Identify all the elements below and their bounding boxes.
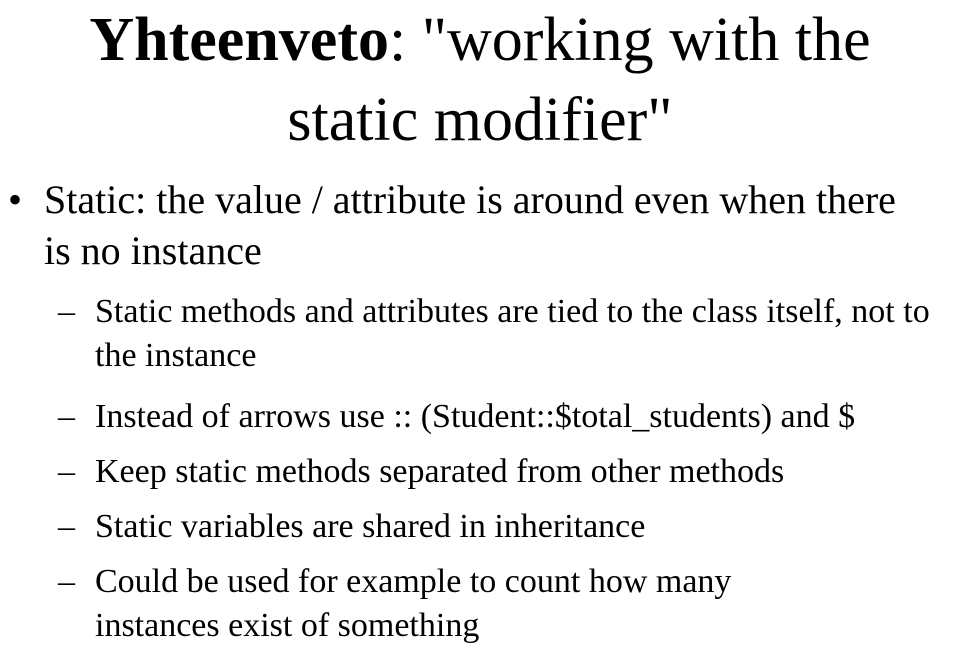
slide-title-strong: Yhteenveto: [89, 6, 389, 74]
dash-icon: –: [58, 453, 75, 490]
bullet-text: Static: the value / attribute is around even when there is no instance: [44, 177, 896, 273]
sub-bullet-text: Instead of arrows use :: (Student::$total_students) and $: [95, 398, 856, 435]
dash-icon: –: [58, 508, 75, 545]
slide-title-rest: : "working with the static modifier": [287, 6, 871, 154]
dash-icon: –: [58, 563, 75, 600]
sub-bullet-text: Keep static methods separated from other methods: [95, 453, 785, 490]
sub-bullet-text: Static variables are shared in inheritance: [95, 508, 646, 545]
slide-title: [30, 0, 930, 160]
bullet-dot-icon: •: [8, 177, 23, 222]
dash-icon: –: [58, 398, 75, 435]
sub-bullet-text: Could be used for example to count how many instances exist of something: [95, 563, 732, 644]
sub-bullet-text: Static methods and attributes are tied to the class itself, not to the instance: [95, 293, 930, 374]
dash-icon: –: [58, 293, 75, 330]
